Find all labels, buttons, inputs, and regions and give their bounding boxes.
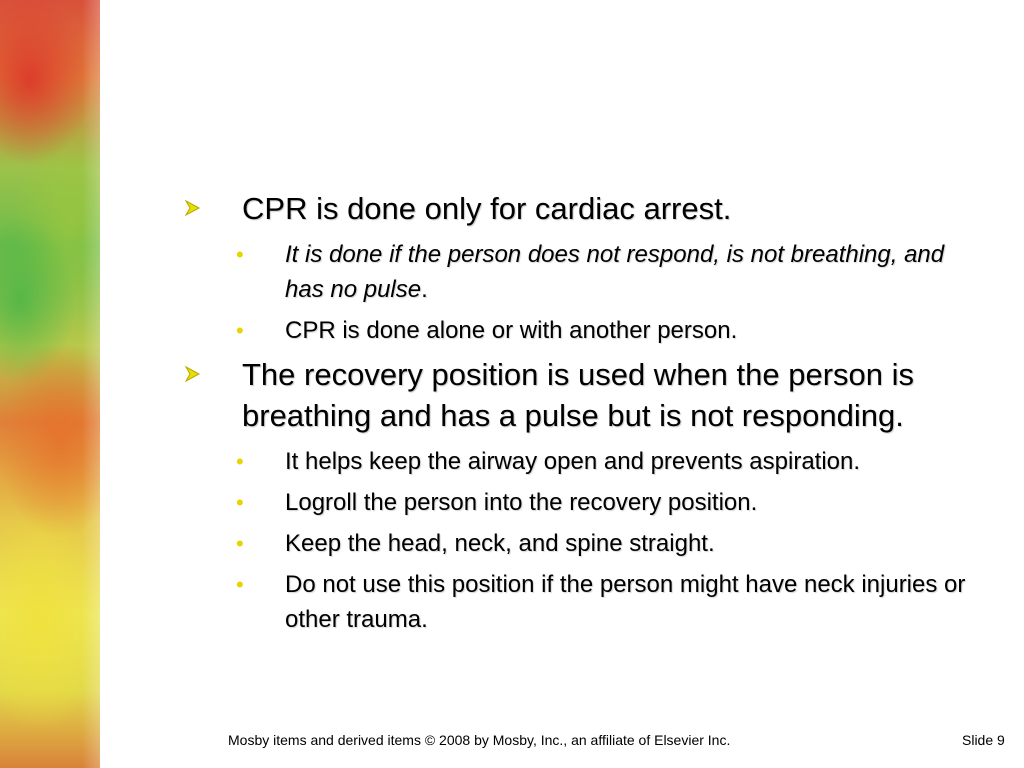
dot-bullet-icon: • [236,490,244,515]
bullet-recovery-position [180,354,980,436]
sub-bullet-head-neck-spine [180,526,980,561]
bullet-text: CPR is done only for cardiac arrest. [242,191,732,226]
sub-bullet-when-cpr-done [180,237,980,307]
slide-number: Slide 9 [962,732,1005,748]
sub-bullet-cpr-alone [180,313,980,348]
dot-bullet-icon: • [236,242,244,267]
sub-bullet-text: Logroll the person into the recovery position. [285,489,758,516]
sub-bullet-text: CPR is done alone or with another person. [285,317,738,344]
decorative-side-band [0,0,100,768]
chevron-right-icon [184,365,202,383]
sub-bullet-text: It helps keep the airway open and prevents aspiration. [285,448,861,475]
sub-bullet-suffix: . [421,276,428,303]
copyright-text: Mosby items and derived items © 2008 by Mosby, Inc., an affiliate of Elsevier Inc. [228,732,731,748]
dot-bullet-icon: • [236,449,244,474]
sub-bullet-text: Keep the head, neck, and spine straight. [285,530,715,557]
sub-bullet-logroll [180,485,980,520]
dot-bullet-icon: • [236,531,244,556]
dot-bullet-icon: • [236,572,244,597]
sub-bullet-text: It is done if the person does not respond, is not breathing, and has no pulse [285,241,945,303]
slide-content [180,188,980,643]
bullet-text: The recovery position is used when the person is breathing and has a pulse but is not responding. [242,357,915,433]
sub-bullet-airway [180,444,980,479]
sub-bullet-text: Do not use this position if the person might have neck injuries or other trauma. [285,571,966,633]
dot-bullet-icon: • [236,318,244,343]
chevron-right-icon [184,199,202,217]
bullet-cpr-cardiac-arrest [180,188,980,229]
sub-bullet-neck-injuries [180,567,980,637]
